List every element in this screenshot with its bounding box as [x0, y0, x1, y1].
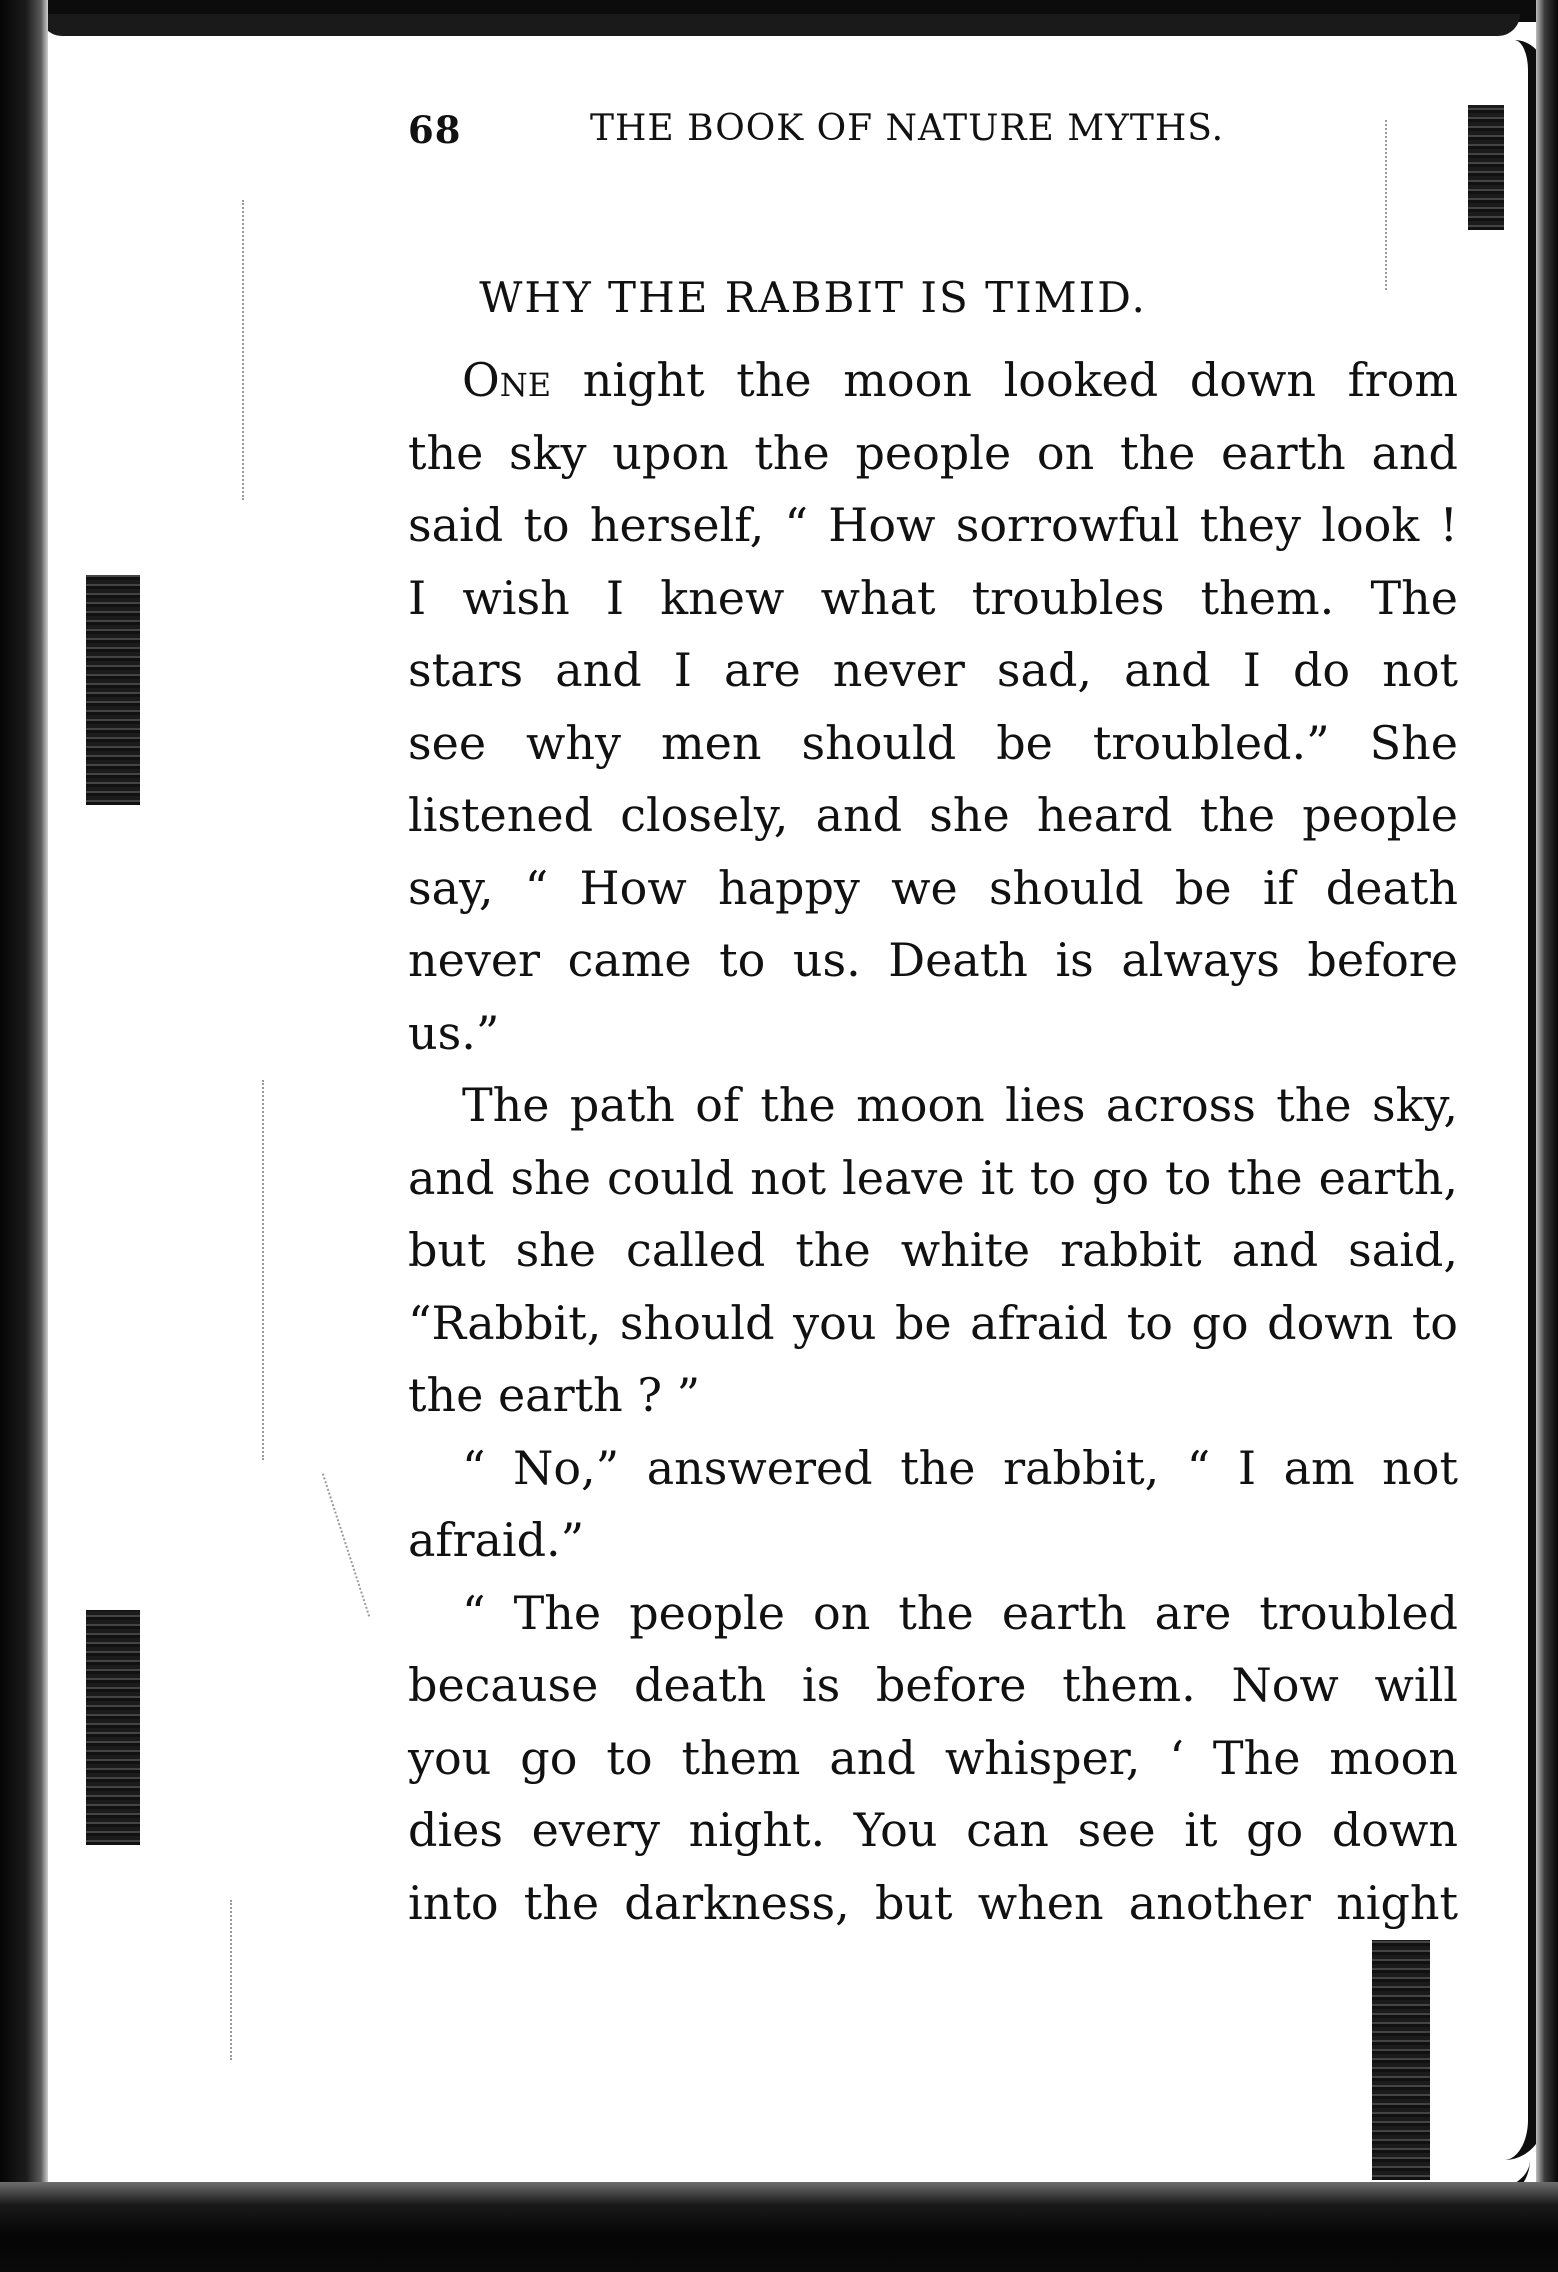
text-line: never came to us. Death is always before [408, 933, 1458, 987]
scan-speckle [242, 200, 244, 500]
text-line: and she could not leave it to go to the earth, [408, 1150, 1458, 1205]
scan-border-top-shadow [40, 14, 1520, 36]
running-head [408, 108, 1308, 158]
text-line: dies every night. You can see it go down [408, 1803, 1458, 1857]
scan-smudge-left-upper [86, 575, 140, 805]
page-number: 68 [408, 108, 462, 152]
scan-smudge-left-lower [86, 1610, 140, 1845]
text-line: the earth ? ” [408, 1368, 701, 1422]
text-line: “ The people on the earth are troubled [462, 1585, 1458, 1640]
book-page [408, 108, 1458, 2008]
drop-word: One [462, 353, 552, 407]
body-text [408, 344, 1458, 1939]
scan-border-bottom [0, 2182, 1558, 2272]
scan-speckle [322, 1473, 370, 1616]
text-line: One night the moon looked down from [462, 353, 1458, 407]
text-line: “ No,” answered the rabbit, “ I am not [462, 1440, 1458, 1495]
text-line: because death is before them. Now will [408, 1658, 1458, 1712]
text-line: stars and I are never sad, and I do not [408, 643, 1458, 697]
text-line: “Rabbit, should you be afraid to go down to [408, 1295, 1458, 1350]
scan-speckle [262, 1080, 264, 1460]
text-line: say, “ How happy we should be if death [408, 860, 1458, 915]
text-line: I wish I knew what troubles them. The [408, 570, 1458, 625]
scan-border-right [1536, 0, 1558, 2272]
text-line: see why men should be troubled.” She [408, 715, 1458, 770]
text-line: The path of the moon lies across the sky, [462, 1078, 1458, 1132]
scan-smudge-right-top [1468, 105, 1504, 230]
scan-border-left [0, 0, 48, 2272]
book-title: THE BOOK OF NATURE MYTHS. [590, 108, 1225, 149]
text-line: into the darkness, but when another night [408, 1875, 1458, 1930]
text-line: but she called the white rabbit and said, [408, 1223, 1458, 1277]
text-line: the sky upon the people on the earth and [408, 425, 1458, 480]
text-line: afraid.” [408, 1513, 585, 1567]
text-line: you go to them and whisper, ‘ The moon [408, 1730, 1458, 1785]
text-line: said to herself, “ How sorrowful they look ! [408, 498, 1458, 552]
text-line: listened closely, and she heard the people [408, 788, 1458, 842]
text-line: us.” [408, 1005, 500, 1060]
chapter-title: WHY THE RABBIT IS TIMID. [479, 273, 1147, 322]
scan-speckle [230, 1900, 232, 2060]
